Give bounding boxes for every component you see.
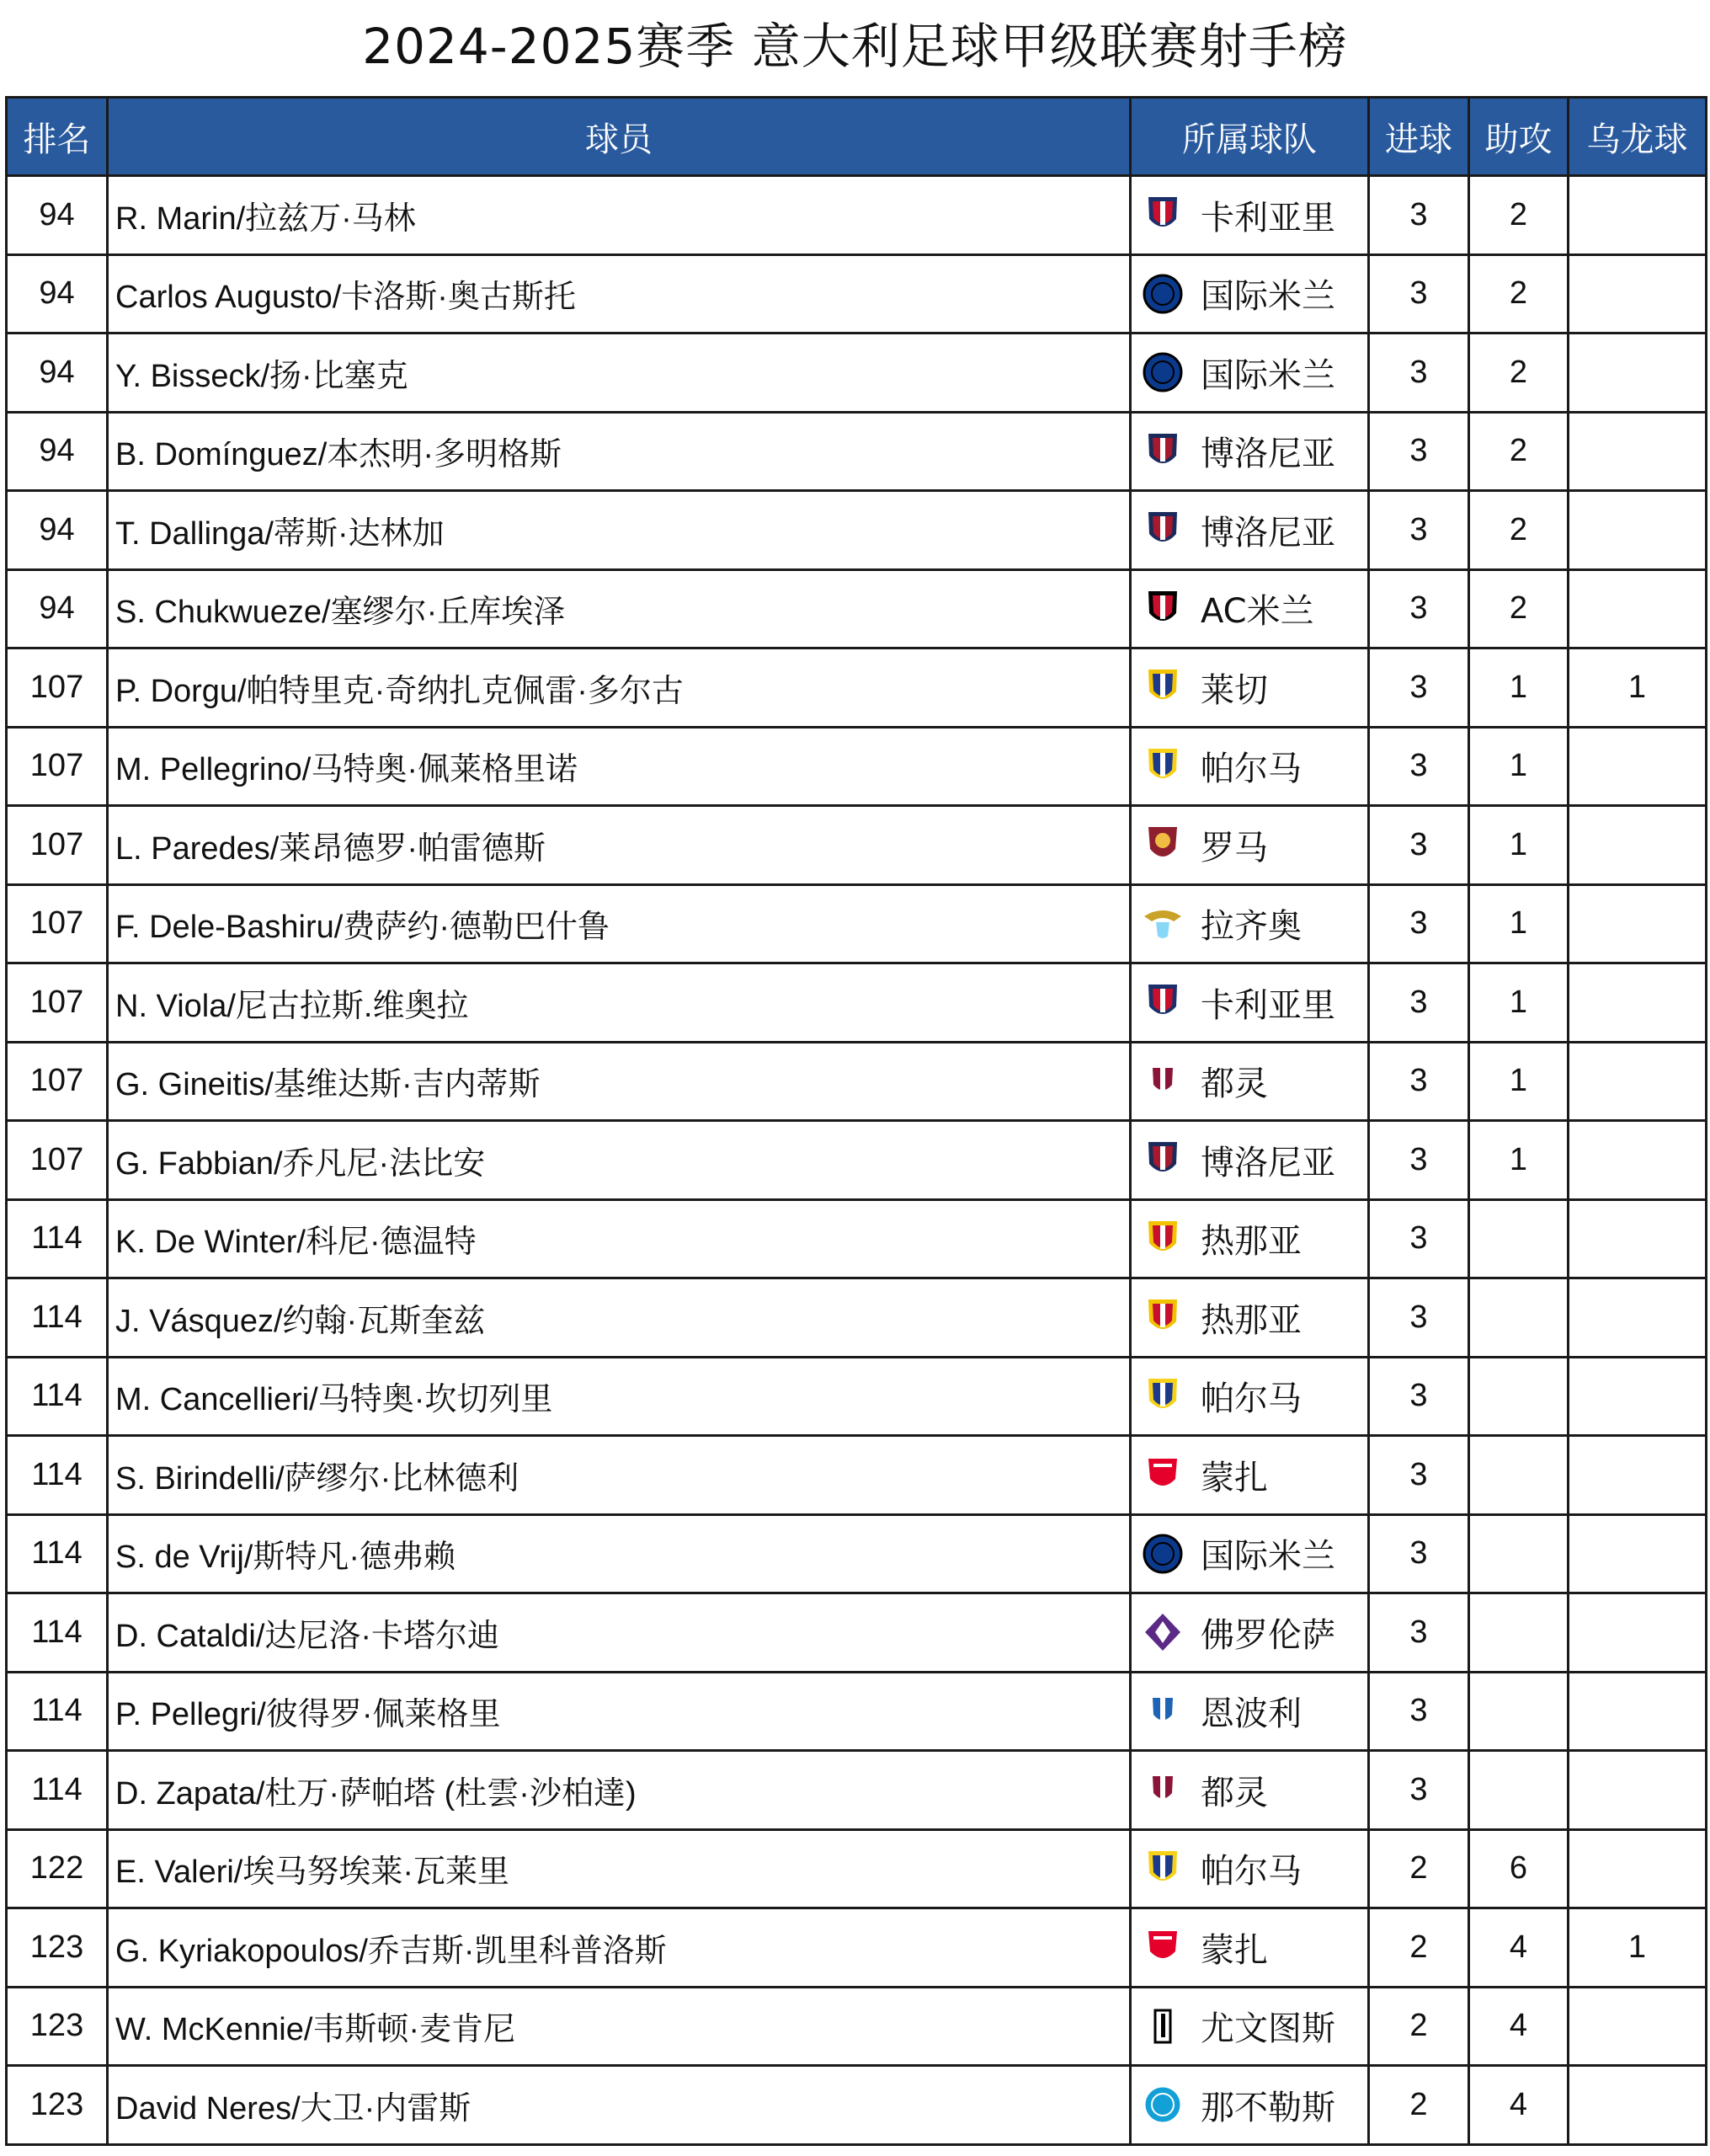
player-cell: M. Pellegrino/马特奥·佩莱格里诺 [108, 727, 1131, 806]
assists-cell: 4 [1469, 1908, 1569, 1988]
napoli-n-crest-icon [1142, 2084, 1184, 2126]
own-goals-cell [1569, 1357, 1707, 1436]
goals-cell: 3 [1369, 1278, 1469, 1358]
goals-cell: 3 [1369, 491, 1469, 570]
table-row [7, 1042, 1707, 1121]
player-cell: P. Dorgu/帕特里克·奇纳扎克佩雷·多尔古 [108, 648, 1131, 728]
table-row [7, 569, 1707, 648]
team-info [1142, 1766, 1367, 1814]
header-player: 球员 [108, 98, 1131, 176]
team-cell [1131, 727, 1369, 806]
player-cell: G. Kyriakopoulos/乔吉斯·凯里科普洛斯 [108, 1908, 1131, 1988]
team-info [1142, 584, 1367, 632]
table-row [7, 1436, 1707, 1515]
table-row [7, 1829, 1707, 1908]
team-cell [1131, 491, 1369, 570]
player-cell: M. Cancellieri/马特奥·坎切列里 [108, 1357, 1131, 1436]
player-cell: D. Zapata/杜万·萨帕塔 (杜雲·沙柏達) [108, 1751, 1131, 1830]
header-row [7, 98, 1707, 176]
header-rank: 排名 [7, 98, 108, 176]
rank-cell: 114 [7, 1593, 108, 1673]
assists-cell [1469, 1593, 1569, 1673]
table-row [7, 1908, 1707, 1988]
table-row [7, 1357, 1707, 1436]
monza-crest-icon [1142, 1926, 1184, 1968]
rank-cell: 94 [7, 334, 108, 413]
own-goals-cell [1569, 884, 1707, 963]
team-name: 恩波利 [1201, 1694, 1302, 1734]
team-info [1142, 742, 1367, 790]
rank-cell: 94 [7, 569, 108, 648]
team-cell [1131, 334, 1369, 413]
ac-milan-crest-icon [1142, 588, 1184, 630]
table-row [7, 491, 1707, 570]
team-info [1142, 1687, 1367, 1735]
header-own-goals: 乌龙球 [1569, 98, 1707, 176]
parma-crest-icon [1142, 1375, 1184, 1417]
team-name: 国际米兰 [1201, 277, 1335, 317]
juventus-j-crest-icon [1142, 2005, 1184, 2047]
goals-cell: 3 [1369, 1751, 1469, 1830]
team-cell [1131, 569, 1369, 648]
own-goals-cell [1569, 176, 1707, 255]
table-row [7, 176, 1707, 255]
goals-cell: 3 [1369, 412, 1469, 491]
rank-cell: 107 [7, 1042, 108, 1121]
goals-cell: 3 [1369, 1514, 1469, 1593]
torino-bull-crest-icon [1142, 1769, 1184, 1811]
parma-crest-icon [1142, 745, 1184, 787]
team-info [1142, 191, 1367, 239]
team-info [1142, 1924, 1367, 1972]
genoa-griffin-crest-icon [1142, 1218, 1184, 1260]
player-cell: G. Gineitis/基维达斯·吉内蒂斯 [108, 1042, 1131, 1121]
header-goals: 进球 [1369, 98, 1469, 176]
goals-cell: 3 [1369, 1672, 1469, 1751]
assists-cell [1469, 1672, 1569, 1751]
goals-cell: 3 [1369, 569, 1469, 648]
assists-cell: 1 [1469, 727, 1569, 806]
player-cell: S. Chukwueze/塞缪尔·丘库埃泽 [108, 569, 1131, 648]
team-name: 卡利亚里 [1201, 985, 1335, 1025]
team-info [1142, 427, 1367, 475]
goals-cell: 3 [1369, 176, 1469, 255]
rank-cell: 107 [7, 963, 108, 1043]
goals-cell: 3 [1369, 1436, 1469, 1515]
inter-crest-icon [1142, 273, 1184, 315]
monza-crest-icon [1142, 1454, 1184, 1496]
goals-cell: 3 [1369, 254, 1469, 334]
rank-cell: 123 [7, 1987, 108, 2066]
assists-cell: 2 [1469, 176, 1569, 255]
own-goals-cell [1569, 1436, 1707, 1515]
table-row [7, 806, 1707, 885]
own-goals-cell [1569, 1829, 1707, 1908]
table-row [7, 727, 1707, 806]
assists-cell: 4 [1469, 2066, 1569, 2145]
player-cell: T. Dallinga/蒂斯·达林加 [108, 491, 1131, 570]
team-cell [1131, 1751, 1369, 1830]
table-row [7, 963, 1707, 1043]
team-info [1142, 1057, 1367, 1105]
cagliari-crest-icon [1142, 981, 1184, 1023]
team-info [1142, 506, 1367, 554]
assists-cell: 6 [1469, 1829, 1569, 1908]
table-row [7, 1751, 1707, 1830]
parma-crest-icon [1142, 1848, 1184, 1890]
team-name: 蒙扎 [1201, 1930, 1268, 1970]
team-name: 拉齐奥 [1201, 907, 1302, 947]
rank-cell: 107 [7, 884, 108, 963]
assists-cell [1469, 1436, 1569, 1515]
own-goals-cell [1569, 1199, 1707, 1278]
rank-cell: 114 [7, 1514, 108, 1593]
team-info [1142, 349, 1367, 397]
team-info [1142, 664, 1367, 712]
assists-cell: 2 [1469, 569, 1569, 648]
own-goals-cell [1569, 1042, 1707, 1121]
team-cell [1131, 963, 1369, 1043]
own-goals-cell [1569, 491, 1707, 570]
team-cell [1131, 412, 1369, 491]
table-row [7, 1514, 1707, 1593]
goals-cell: 2 [1369, 1987, 1469, 2066]
assists-cell [1469, 1514, 1569, 1593]
page-title: 2024-2025赛季 意大利足球甲级联赛射手榜 [362, 18, 1348, 75]
team-name: 都灵 [1201, 1773, 1268, 1812]
rank-cell: 107 [7, 806, 108, 885]
assists-cell: 2 [1469, 254, 1569, 334]
assists-cell: 1 [1469, 1042, 1569, 1121]
table-row [7, 1672, 1707, 1751]
own-goals-cell [1569, 806, 1707, 885]
player-cell: G. Fabbian/乔凡尼·法比安 [108, 1121, 1131, 1200]
team-info [1142, 1451, 1367, 1499]
player-cell: E. Valeri/埃马努埃莱·瓦莱里 [108, 1829, 1131, 1908]
team-name: AC米兰 [1201, 592, 1314, 632]
team-info [1142, 979, 1367, 1027]
bologna-crest-icon [1142, 1139, 1184, 1181]
own-goals-cell [1569, 963, 1707, 1043]
player-cell: Carlos Augusto/卡洛斯·奥古斯托 [108, 254, 1131, 334]
rank-cell: 114 [7, 1357, 108, 1436]
team-info [1142, 821, 1367, 869]
team-info [1142, 2002, 1367, 2050]
own-goals-cell [1569, 1514, 1707, 1593]
bologna-crest-icon [1142, 509, 1184, 551]
team-name: 博洛尼亚 [1201, 513, 1335, 552]
rank-cell: 114 [7, 1278, 108, 1358]
assists-cell [1469, 1357, 1569, 1436]
rank-cell: 123 [7, 2066, 108, 2145]
team-cell [1131, 806, 1369, 885]
scorers-table [5, 96, 1707, 2146]
team-name: 卡利亚里 [1201, 198, 1335, 237]
team-info [1142, 1372, 1367, 1420]
own-goals-cell [1569, 334, 1707, 413]
assists-cell: 2 [1469, 412, 1569, 491]
team-name: 国际米兰 [1201, 1537, 1335, 1577]
team-info [1142, 899, 1367, 947]
own-goals-cell [1569, 1987, 1707, 2066]
player-cell: N. Viola/尼古拉斯.维奥拉 [108, 963, 1131, 1043]
table-row [7, 648, 1707, 728]
genoa-griffin-crest-icon [1142, 1296, 1184, 1338]
team-name: 佛罗伦萨 [1201, 1615, 1335, 1655]
assists-cell: 1 [1469, 1121, 1569, 1200]
player-cell: B. Domínguez/本杰明·多明格斯 [108, 412, 1131, 491]
player-cell: L. Paredes/莱昂德罗·帕雷德斯 [108, 806, 1131, 885]
rank-cell: 114 [7, 1436, 108, 1515]
inter-crest-icon [1142, 1533, 1184, 1575]
table-row [7, 254, 1707, 334]
rank-cell: 123 [7, 1908, 108, 1988]
goals-cell: 3 [1369, 1593, 1469, 1673]
own-goals-cell [1569, 1278, 1707, 1358]
rank-cell: 107 [7, 727, 108, 806]
own-goals-cell [1569, 412, 1707, 491]
team-name: 那不勒斯 [1201, 2088, 1335, 2127]
own-goals-cell [1569, 727, 1707, 806]
player-cell: P. Pellegri/彼得罗·佩莱格里 [108, 1672, 1131, 1751]
team-name: 博洛尼亚 [1201, 435, 1335, 474]
table-row [7, 1278, 1707, 1358]
table-row [7, 1121, 1707, 1200]
lecce-crest-icon [1142, 666, 1184, 708]
player-cell: W. McKennie/韦斯顿·麦肯尼 [108, 1987, 1131, 2066]
goals-cell: 3 [1369, 1357, 1469, 1436]
goals-cell: 3 [1369, 727, 1469, 806]
team-info [1142, 1136, 1367, 1184]
fiorentina-lily-crest-icon [1142, 1611, 1184, 1653]
assists-cell [1469, 1278, 1569, 1358]
team-cell [1131, 1357, 1369, 1436]
assists-cell: 2 [1469, 491, 1569, 570]
player-cell: J. Vásquez/约翰·瓦斯奎兹 [108, 1278, 1131, 1358]
goals-cell: 3 [1369, 648, 1469, 728]
rank-cell: 94 [7, 491, 108, 570]
table-row [7, 1987, 1707, 2066]
assists-cell: 2 [1469, 334, 1569, 413]
team-cell [1131, 1199, 1369, 1278]
table-row [7, 412, 1707, 491]
team-cell [1131, 1121, 1369, 1200]
goals-cell: 3 [1369, 1042, 1469, 1121]
team-cell [1131, 1908, 1369, 1988]
table-row [7, 1593, 1707, 1673]
team-name: 都灵 [1201, 1065, 1268, 1104]
goals-cell: 3 [1369, 806, 1469, 885]
goals-cell: 3 [1369, 1121, 1469, 1200]
team-name: 热那亚 [1201, 1222, 1302, 1262]
table-body [7, 176, 1707, 2145]
assists-cell: 1 [1469, 648, 1569, 728]
team-name: 莱切 [1201, 670, 1268, 710]
player-cell: Y. Bisseck/扬·比塞克 [108, 334, 1131, 413]
player-cell: R. Marin/拉兹万·马林 [108, 176, 1131, 255]
table-row [7, 1199, 1707, 1278]
own-goals-cell [1569, 2066, 1707, 2145]
team-name: 尤文图斯 [1201, 2009, 1335, 2049]
team-info [1142, 1609, 1367, 1657]
table-header [7, 98, 1707, 176]
team-name: 帕尔马 [1201, 1852, 1302, 1892]
team-name: 罗马 [1201, 828, 1268, 867]
team-cell [1131, 1829, 1369, 1908]
team-name: 热那亚 [1201, 1300, 1302, 1340]
rank-cell: 94 [7, 176, 108, 255]
cagliari-crest-icon [1142, 194, 1184, 236]
torino-bull-crest-icon [1142, 1060, 1184, 1102]
rank-cell: 94 [7, 412, 108, 491]
team-info [1142, 1214, 1367, 1262]
team-name: 蒙扎 [1201, 1458, 1268, 1497]
rank-cell: 122 [7, 1829, 108, 1908]
rank-cell: 114 [7, 1751, 108, 1830]
own-goals-cell [1569, 254, 1707, 334]
team-cell [1131, 176, 1369, 255]
own-goals-cell [1569, 1121, 1707, 1200]
player-cell: S. Birindelli/萨缪尔·比林德利 [108, 1436, 1131, 1515]
team-cell [1131, 884, 1369, 963]
goals-cell: 2 [1369, 2066, 1469, 2145]
team-cell [1131, 1436, 1369, 1515]
assists-cell: 1 [1469, 963, 1569, 1043]
own-goals-cell [1569, 1751, 1707, 1830]
assists-cell: 1 [1469, 884, 1569, 963]
own-goals-cell [1569, 569, 1707, 648]
team-cell [1131, 2066, 1369, 2145]
rank-cell: 94 [7, 254, 108, 334]
empoli-crest-icon [1142, 1690, 1184, 1732]
inter-crest-icon [1142, 351, 1184, 393]
own-goals-cell [1569, 1593, 1707, 1673]
team-cell [1131, 648, 1369, 728]
player-cell: David Neres/大卫·内雷斯 [108, 2066, 1131, 2145]
team-info [1142, 1529, 1367, 1577]
team-name: 国际米兰 [1201, 355, 1335, 395]
team-info [1142, 1294, 1367, 1342]
table-row [7, 884, 1707, 963]
rank-cell: 107 [7, 1121, 108, 1200]
own-goals-cell: 1 [1569, 648, 1707, 728]
team-name: 帕尔马 [1201, 750, 1302, 789]
player-cell: F. Dele-Bashiru/费萨约·德勒巴什鲁 [108, 884, 1131, 963]
player-cell: S. de Vrij/斯特凡·德弗赖 [108, 1514, 1131, 1593]
bologna-crest-icon [1142, 430, 1184, 472]
team-cell [1131, 1278, 1369, 1358]
table-row [7, 2066, 1707, 2145]
assists-cell [1469, 1751, 1569, 1830]
team-info [1142, 270, 1367, 318]
player-cell: D. Cataldi/达尼洛·卡塔尔迪 [108, 1593, 1131, 1673]
own-goals-cell: 1 [1569, 1908, 1707, 1988]
team-info [1142, 2081, 1367, 2129]
header-assists: 助攻 [1469, 98, 1569, 176]
goals-cell: 3 [1369, 1199, 1469, 1278]
team-cell [1131, 254, 1369, 334]
goals-cell: 3 [1369, 884, 1469, 963]
team-cell [1131, 1672, 1369, 1751]
assists-cell: 4 [1469, 1987, 1569, 2066]
team-name: 博洛尼亚 [1201, 1143, 1335, 1182]
assists-cell: 1 [1469, 806, 1569, 885]
goals-cell: 3 [1369, 963, 1469, 1043]
team-info [1142, 1844, 1367, 1892]
rank-cell: 114 [7, 1672, 108, 1751]
roma-wolf-crest-icon [1142, 824, 1184, 866]
own-goals-cell [1569, 1672, 1707, 1751]
goals-cell: 3 [1369, 334, 1469, 413]
goals-cell: 2 [1369, 1908, 1469, 1988]
lazio-eagle-crest-icon [1142, 903, 1184, 945]
player-cell: K. De Winter/科尼·德温特 [108, 1199, 1131, 1278]
header-team: 所属球队 [1131, 98, 1369, 176]
table-row [7, 334, 1707, 413]
team-cell [1131, 1987, 1369, 2066]
goals-cell: 2 [1369, 1829, 1469, 1908]
rank-cell: 114 [7, 1199, 108, 1278]
team-name: 帕尔马 [1201, 1380, 1302, 1419]
assists-cell [1469, 1199, 1569, 1278]
team-cell [1131, 1514, 1369, 1593]
rank-cell: 107 [7, 648, 108, 728]
team-cell [1131, 1593, 1369, 1673]
team-cell [1131, 1042, 1369, 1121]
